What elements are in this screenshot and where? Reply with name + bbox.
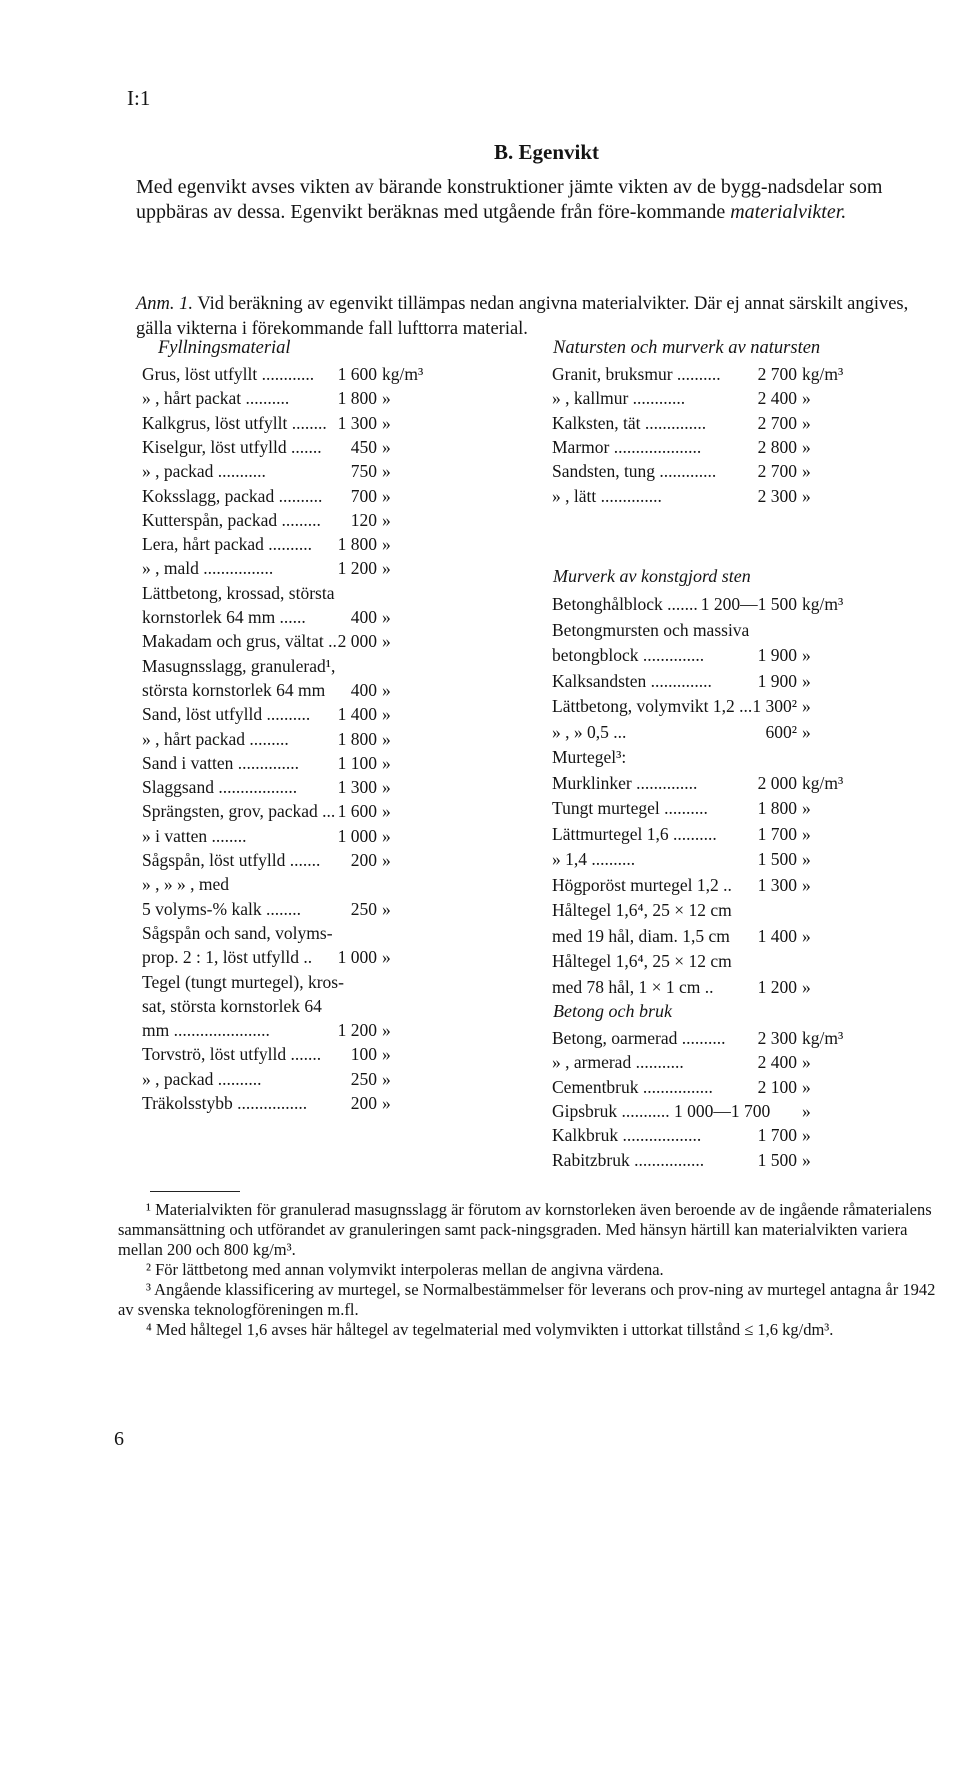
material-weight: 1 000: [337, 947, 377, 968]
table-row: [552, 822, 872, 847]
table-row: [142, 702, 472, 727]
material-weight: 1 800: [337, 388, 377, 409]
material-name: » , lätt ..............: [552, 485, 662, 506]
page-number: 6: [114, 1428, 124, 1450]
intro-paragraph: [136, 175, 936, 225]
material-name: Grus, löst utfyllt ............: [142, 364, 315, 384]
material-name: Kalkgrus, löst utfyllt ........: [142, 412, 327, 433]
weight-unit: »: [382, 412, 391, 433]
material-name: prop. 2 : 1, löst utfylld ..: [142, 947, 313, 968]
material-name: Tungt murtegel ..........: [552, 798, 708, 818]
weight-unit: »: [382, 752, 391, 773]
material-weight: 1 200: [337, 1020, 377, 1041]
material-name: mm ......................: [142, 1020, 270, 1041]
page-reference: I:1: [127, 86, 151, 110]
table-row: [552, 847, 872, 872]
table-row: [552, 643, 872, 668]
table-row: [552, 796, 872, 821]
material-name: » , kallmur ............: [552, 388, 686, 409]
material-name: sat, största kornstorlek 64: [142, 995, 322, 1016]
material-weight: 200: [350, 850, 377, 870]
weight-unit: »: [802, 461, 811, 482]
table-row: [142, 678, 472, 703]
weight-unit: »: [382, 534, 391, 555]
material-name: Kalkbruk ..................: [552, 1125, 702, 1146]
material-name: » , hårt packad .........: [142, 728, 289, 749]
material-name: Torvströ, löst utfylld .......: [142, 1044, 322, 1065]
material-name: Sprängsten, grov, packad ...: [142, 801, 336, 822]
annotation-paragraph: [136, 292, 936, 342]
weight-unit: »: [382, 607, 391, 627]
table-row: [552, 484, 872, 509]
material-name: Cementbruk ................: [552, 1076, 713, 1097]
weight-unit: »: [802, 1076, 811, 1097]
table-row: [552, 720, 872, 745]
material-name: » , mald ................: [142, 558, 274, 579]
material-name: » i vatten ........: [142, 825, 247, 846]
material-name: Granit, bruksmur ..........: [552, 364, 721, 384]
material-weight: 200: [350, 1093, 377, 1113]
table-row: [142, 435, 472, 460]
right-column-heading: Natursten och murverk av natursten: [553, 338, 821, 358]
material-name: Träkolsstybb ................: [142, 1093, 308, 1113]
weight-unit: kg/m³: [382, 364, 424, 384]
material-name: Murklinker ..............: [552, 772, 698, 793]
table-row: [552, 435, 872, 460]
weight-unit: »: [382, 485, 391, 506]
material-weight: 1 900: [757, 645, 797, 665]
table-row: [552, 924, 872, 949]
material-weight: 1 800: [337, 728, 377, 749]
material-weight: 700: [350, 485, 377, 506]
weight-unit: »: [802, 1125, 811, 1146]
table-row: [142, 848, 472, 873]
material-weight: 2 700: [757, 412, 797, 433]
intro-text: Med egenvikt avses vikten av bärande konstruktioner jämte vikten av de bygg-nadsdelar som uppbäras av dessa. Egenvikt beräknas med utgående från före-kommande: [136, 176, 883, 223]
weight-unit: »: [802, 721, 811, 742]
annotation-text: Vid beräkning av egenvikt tillämpas nedan angivna materialvikter. Där ej annat särskilt angives, gälla vikterna i förekommande fall lufttorra material.: [136, 294, 909, 339]
table-row: [552, 1123, 872, 1148]
material-name: Tegel (tungt murtegel), kros-: [142, 971, 344, 992]
weight-unit: »: [802, 874, 811, 895]
table-row: [552, 898, 872, 923]
table-row: [552, 949, 872, 974]
weight-unit: »: [802, 436, 811, 457]
weight-unit: »: [382, 388, 391, 409]
table-row: [552, 1075, 872, 1100]
table-row: [552, 694, 872, 719]
material-weight: 1 100: [337, 752, 377, 773]
material-weight: 2 000: [757, 772, 797, 793]
table-row: [142, 605, 472, 630]
material-weight: 250: [350, 1068, 377, 1089]
right-subheading-masonry: Murverk av konstgjord sten: [553, 566, 751, 586]
table-row: [552, 975, 872, 1000]
weight-unit: »: [802, 798, 811, 818]
table-row: [142, 532, 472, 557]
material-name: Slaggsand ..................: [142, 777, 298, 798]
material-name: Håltegel 1,6⁴, 25 × 12 cm: [552, 951, 732, 971]
table-row: [552, 386, 872, 411]
table-row: [552, 669, 872, 694]
table-row: [552, 745, 872, 770]
material-name: Kiselgur, löst utfylld .......: [142, 436, 322, 457]
table-row: [552, 873, 872, 898]
material-name: » 1,4 ..........: [552, 849, 636, 869]
material-weight: 1 800: [757, 798, 797, 818]
weight-unit: »: [382, 947, 391, 968]
table-row: [552, 1099, 872, 1124]
material-name: Murtegel³:: [552, 747, 627, 767]
material-name: » , packad ..........: [142, 1068, 262, 1089]
material-name: » , packad ...........: [142, 461, 266, 482]
material-name: » , hårt packat ..........: [142, 388, 290, 409]
material-weight: 1 700: [757, 823, 797, 844]
weight-unit: »: [802, 388, 811, 409]
material-weight: 2 300: [757, 1028, 797, 1048]
material-name: Lättmurtegel 1,6 ..........: [552, 823, 717, 844]
left-column-heading: Fyllningsmaterial: [158, 338, 291, 358]
table-row: [142, 872, 472, 897]
weight-unit: »: [382, 825, 391, 846]
material-weight: 1 300: [757, 874, 797, 895]
material-name: Masugnsslagg, granulerad¹,: [142, 655, 336, 676]
table-row: [142, 629, 472, 654]
weight-unit: »: [802, 1149, 811, 1170]
table-row: [552, 618, 872, 643]
table-row: [142, 386, 472, 411]
weight-unit: »: [382, 728, 391, 749]
right-subheading-concrete: Betong och bruk: [553, 1001, 672, 1021]
material-name: Kutterspån, packad .........: [142, 509, 321, 530]
weight-unit: »: [802, 670, 811, 691]
material-name: » , » 0,5 ...: [552, 721, 627, 742]
weight-unit: »: [382, 1093, 391, 1113]
material-weight: 1 800: [337, 534, 377, 555]
weight-unit: »: [802, 976, 811, 997]
table-row: [552, 1050, 872, 1075]
material-weight: 2 300: [757, 485, 797, 506]
material-weight: 1 000: [337, 825, 377, 846]
material-weight: 2 800: [757, 436, 797, 457]
material-weight: 1 500: [757, 849, 797, 869]
weight-unit: »: [382, 704, 391, 725]
material-name: Betonghålblock .......: [552, 594, 698, 614]
weight-unit: »: [802, 823, 811, 844]
table-row: [142, 411, 472, 436]
material-weight: 600²: [765, 721, 797, 742]
material-name: Sågspån, löst utfylld .......: [142, 850, 321, 870]
table-row: [142, 1067, 472, 1092]
table-row: [552, 1148, 872, 1173]
weight-unit: »: [382, 898, 391, 919]
material-weight: 2 400: [757, 388, 797, 409]
weight-unit: »: [382, 1020, 391, 1041]
table-row: [142, 1042, 472, 1067]
material-name: Sand i vatten ..............: [142, 752, 299, 773]
weight-unit: kg/m³: [802, 772, 844, 793]
weight-unit: »: [382, 558, 391, 579]
footnote: ² För lättbetong med annan volymvikt interpoleras mellan de angivna värdena.: [146, 1260, 664, 1279]
material-name: » , armerad ...........: [552, 1052, 684, 1073]
weight-unit: »: [802, 1100, 811, 1121]
material-name: betongblock ..............: [552, 645, 705, 665]
weight-unit: »: [382, 461, 391, 482]
material-name: » , » » , med: [142, 874, 230, 895]
material-name: Rabitzbruk ................: [552, 1149, 705, 1170]
material-name: Högporöst murtegel 1,2 ..: [552, 874, 732, 895]
table-row: [142, 1018, 472, 1043]
material-weight: 1 200: [337, 558, 377, 579]
table-row: [552, 592, 872, 617]
footnote-rule: [150, 1191, 240, 1192]
footnote: ¹ Materialvikten för granulerad masugnsslagg är förutom av kornstorleken även beroende av de ingående råmaterialens sammansättning och utförandet av granuleringen samt pack-ningsgraden. Med hänsyn härtill kan materialvikten variera mellan 200 och 800 kg/m³.: [118, 1200, 932, 1259]
material-weight: 1 600: [337, 364, 377, 384]
material-weight: 250: [350, 898, 377, 919]
material-weight: 400: [350, 607, 377, 627]
material-name: Kalksandsten ..............: [552, 670, 712, 691]
weight-unit: »: [382, 631, 391, 652]
section-title: B. Egenvikt: [494, 140, 600, 164]
table-row: [142, 581, 472, 606]
table-row: [142, 824, 472, 849]
table-row: [142, 751, 472, 776]
footnote: ³ Angående klassificering av murtegel, se Normalbestämmelser för leverans och prov-ning av murtegel antagna år 1942 av svenska teknologföreningen m.fl.: [118, 1280, 936, 1319]
material-name: Lättbetong, krossad, största: [142, 582, 335, 603]
material-name: Betong, oarmerad ..........: [552, 1028, 726, 1048]
material-weight: 1 600: [337, 801, 377, 822]
material-name: Lättbetong, volymvikt 1,2 ...: [552, 696, 753, 716]
material-name: Håltegel 1,6⁴, 25 × 12 cm: [552, 900, 732, 920]
table-row: [552, 362, 872, 387]
intro-italic-term: materialvikter.: [730, 201, 847, 223]
table-row: [552, 459, 872, 484]
weight-unit: »: [382, 679, 391, 700]
material-weight: 750: [350, 461, 377, 482]
material-weight: 1 900: [757, 670, 797, 691]
material-name: med 19 hål, diam. 1,5 cm: [552, 925, 730, 946]
weight-unit: »: [802, 645, 811, 665]
table-row: [142, 775, 472, 800]
weight-unit: »: [802, 925, 811, 946]
material-weight: 100: [350, 1044, 377, 1065]
material-name: med 78 hål, 1 × 1 cm ..: [552, 976, 714, 997]
table-row: [142, 799, 472, 824]
material-weight: 2 700: [757, 364, 797, 384]
table-row: [142, 484, 472, 509]
weight-unit: kg/m³: [802, 594, 844, 614]
table-row: [552, 771, 872, 796]
weight-unit: »: [802, 412, 811, 433]
material-name: Marmor ....................: [552, 436, 702, 457]
table-row: [142, 508, 472, 533]
table-row: [142, 727, 472, 752]
material-name: kornstorlek 64 mm ......: [142, 607, 306, 627]
material-weight: 450: [350, 436, 377, 457]
weight-unit: »: [382, 509, 391, 530]
material-name: Betongmursten och massiva: [552, 619, 750, 640]
material-name: Sand, löst utfylld ..........: [142, 704, 311, 725]
table-row: [142, 970, 472, 995]
material-weight: 1 700: [757, 1125, 797, 1146]
weight-unit: »: [802, 696, 811, 716]
material-weight: 1 300: [337, 777, 377, 798]
table-row: [552, 411, 872, 436]
weight-unit: »: [802, 1052, 811, 1073]
weight-unit: »: [382, 801, 391, 822]
material-name: Lera, hårt packad ..........: [142, 534, 313, 555]
material-name: största kornstorlek 64 mm: [142, 679, 326, 700]
table-row: [142, 654, 472, 679]
material-name: Koksslagg, packad ..........: [142, 485, 323, 506]
table-row: [142, 459, 472, 484]
weight-unit: kg/m³: [802, 1028, 844, 1048]
material-weight: 1 200—1 500: [700, 594, 797, 614]
material-weight: 1 400: [757, 925, 797, 946]
footnote: ⁴ Med håltegel 1,6 avses här håltegel av tegelmaterial med volymvikten i uttorkat tillstånd ≤ 1,6 kg/dm³.: [146, 1320, 834, 1339]
material-weight: 1 300²: [752, 696, 797, 716]
material-weight: 400: [350, 679, 377, 700]
material-weight: 2 700: [757, 461, 797, 482]
material-weight: 2 000: [337, 631, 377, 652]
weight-unit: »: [382, 850, 391, 870]
material-name: Makadam och grus, vältat ..: [142, 631, 337, 652]
material-name: Sågspån och sand, volyms-: [142, 922, 333, 943]
material-name: Kalksten, tät ..............: [552, 412, 707, 433]
material-name: Gipsbruk ........... 1 000—1 700: [552, 1100, 771, 1121]
weight-unit: »: [382, 1068, 391, 1089]
footnotes: [118, 1200, 938, 1340]
table-row: [142, 945, 472, 970]
table-row: [142, 994, 472, 1019]
material-weight: 1 400: [337, 704, 377, 725]
table-row: [142, 897, 472, 922]
table-row: [142, 556, 472, 581]
weight-unit: »: [802, 849, 811, 869]
material-name: 5 volyms-% kalk ........: [142, 898, 301, 919]
table-row: [142, 362, 472, 387]
annotation-lead: Anm. 1.: [136, 294, 194, 314]
weight-unit: »: [802, 485, 811, 506]
weight-unit: »: [382, 436, 391, 457]
weight-unit: »: [382, 1044, 391, 1065]
weight-unit: »: [382, 777, 391, 798]
material-name: Sandsten, tung .............: [552, 461, 717, 482]
material-weight: 1 200: [757, 976, 797, 997]
material-weight: 2 400: [757, 1052, 797, 1073]
table-row: [552, 1026, 872, 1051]
material-weight: 1 300: [337, 412, 377, 433]
table-row: [142, 921, 472, 946]
material-weight: 2 100: [757, 1076, 797, 1097]
weight-unit: kg/m³: [802, 364, 844, 384]
table-row: [142, 1091, 472, 1116]
material-weight: 1 500: [757, 1149, 797, 1170]
material-weight: 120: [350, 509, 377, 530]
